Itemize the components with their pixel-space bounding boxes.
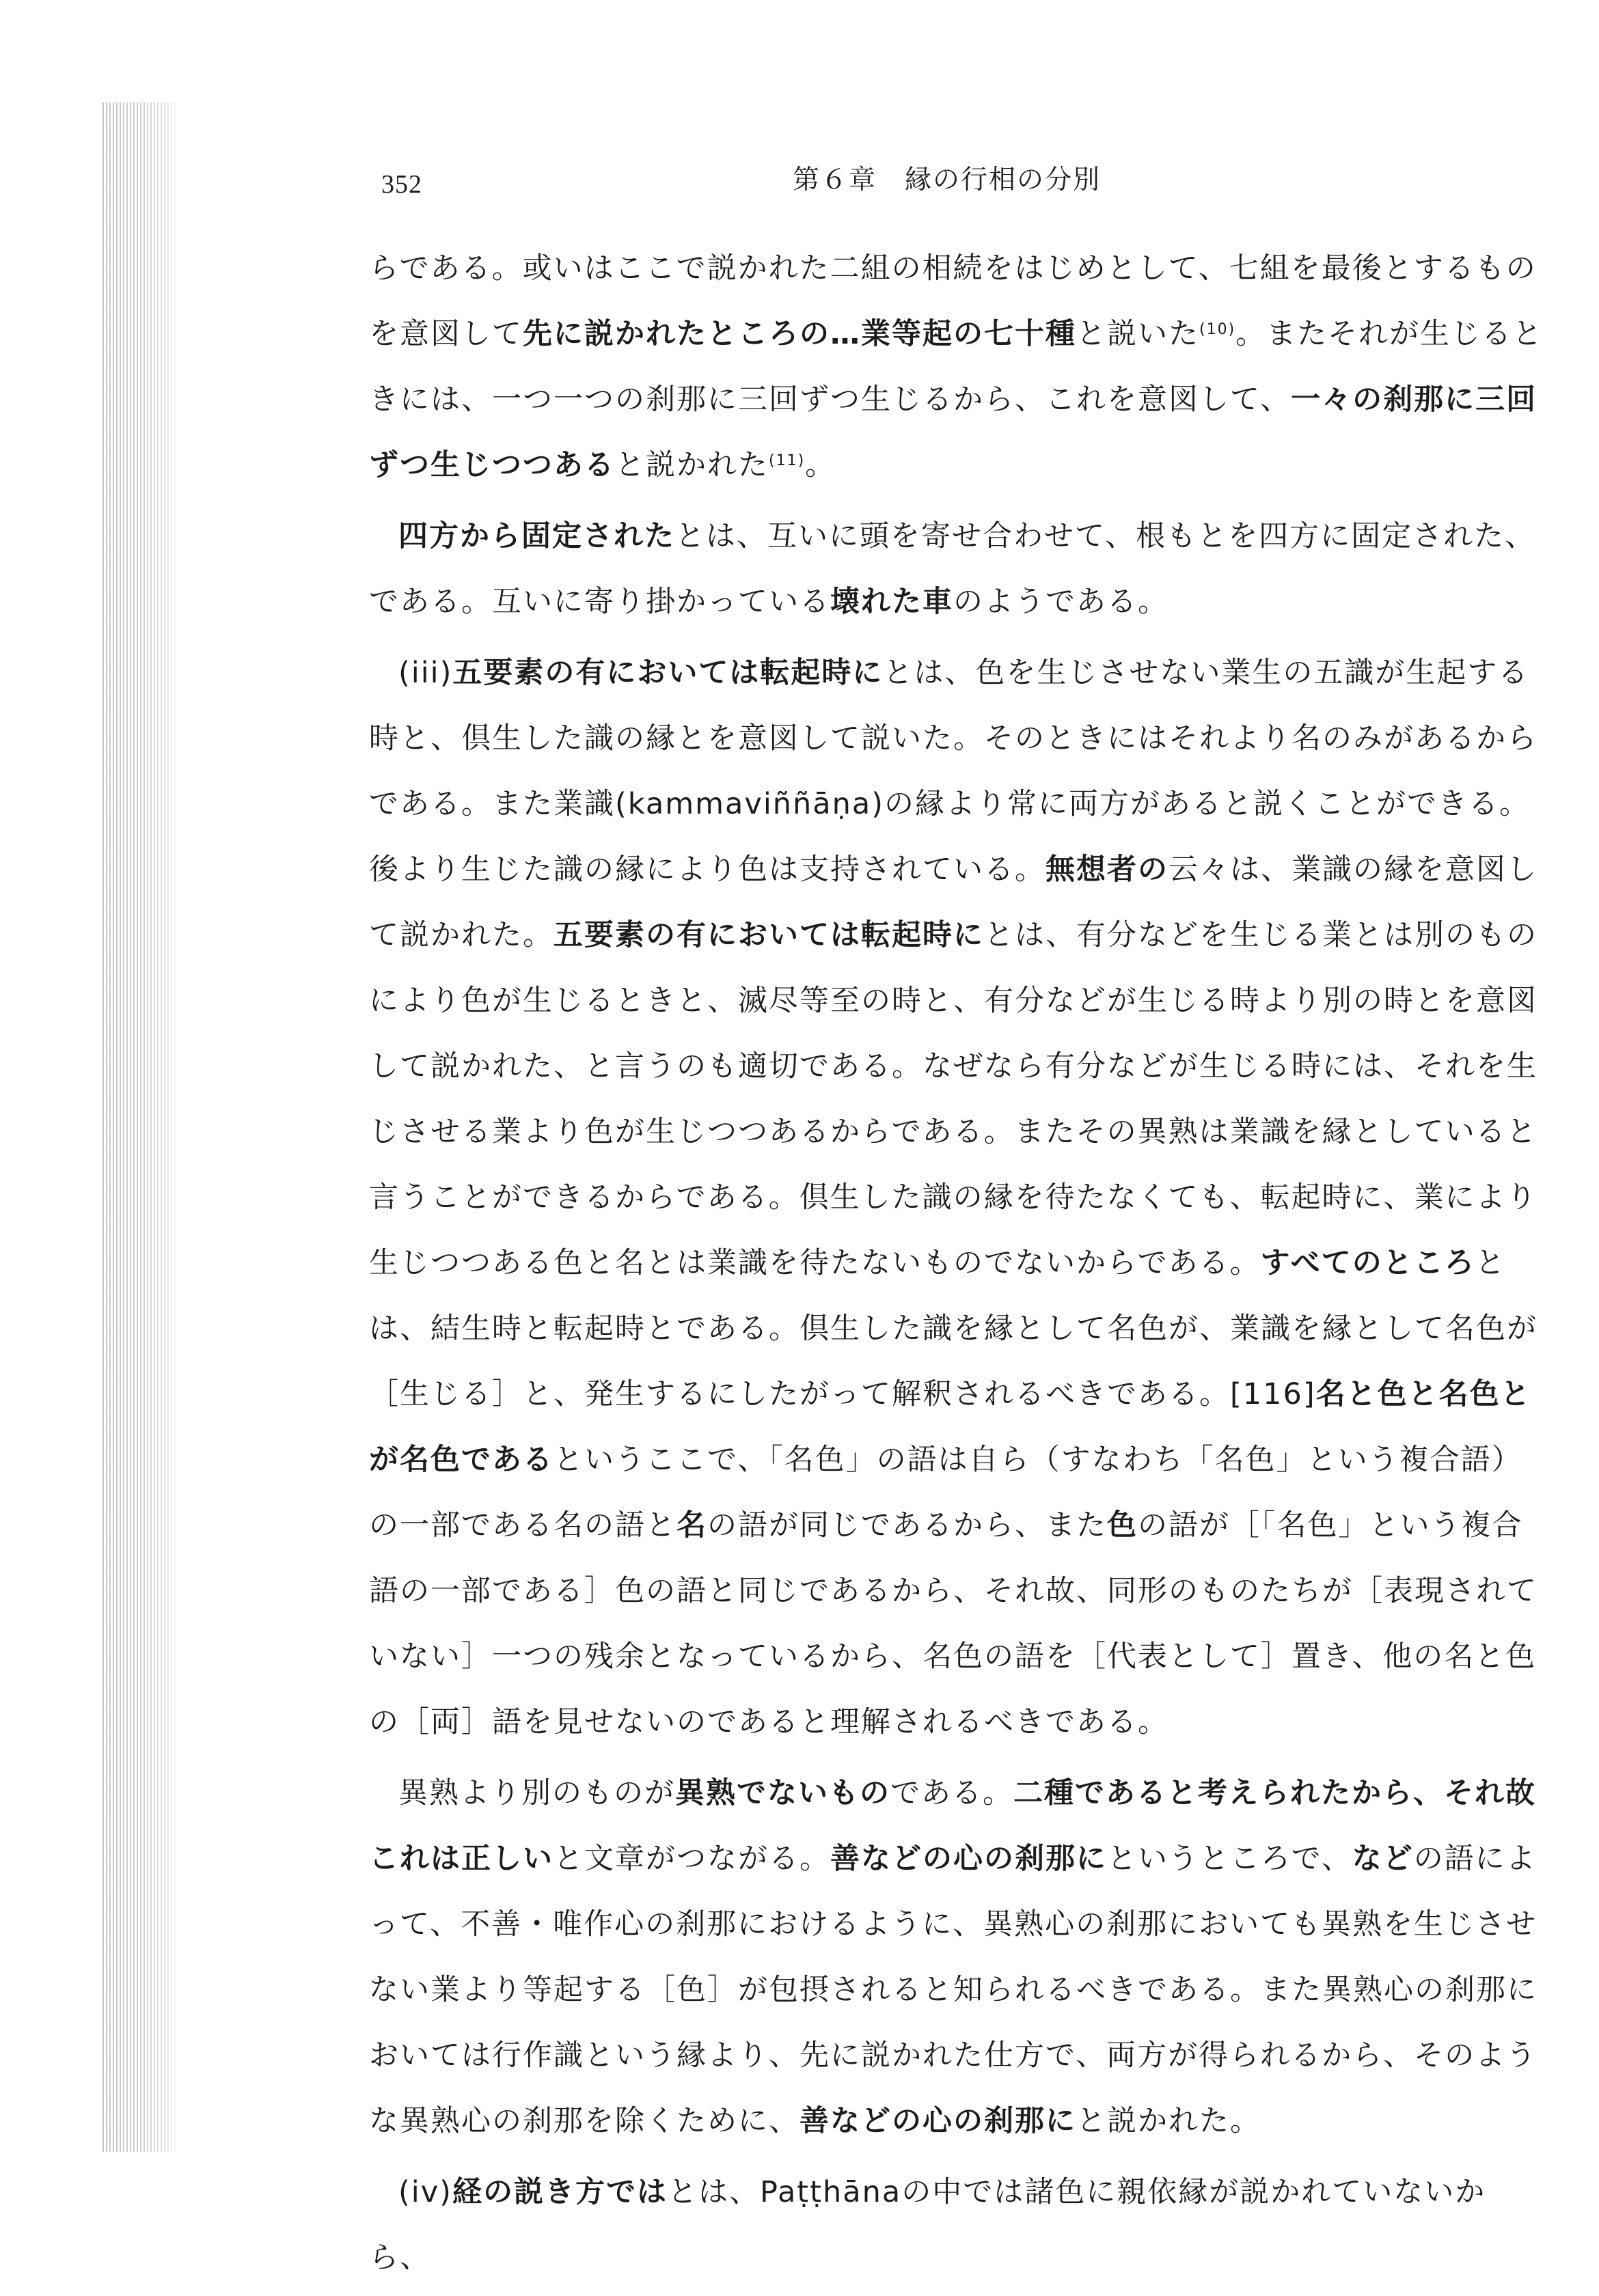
text-run: というところで、: [1107, 1842, 1352, 1876]
text-run: というここで、「名色」の語は自ら（すなわち「名色」という複合語）の一部である名の語と: [369, 1443, 1522, 1543]
text-run: 。またそれが生じるときには、一つ一つの刹那に三回ずつ生じるから、これを意図して、: [369, 317, 1544, 417]
lemma-bold: 一々の刹那に三回ずつ生じつつある: [369, 383, 1538, 482]
text-run: と説かれた。: [1076, 2104, 1261, 2138]
text-run: 異熟より別のものが: [398, 1776, 675, 1810]
paragraph: [369, 1760, 1544, 2154]
text-run: と説いた: [1076, 317, 1199, 351]
text-run: らである。或いはここで説かれた二組の相続をはじめとして、七組を最後とするものを意図して: [369, 251, 1537, 351]
scan-gutter-fade: [102, 102, 178, 2152]
lemma-bold: 経の説き方では: [452, 2175, 668, 2209]
lemma-bold: など: [1352, 1842, 1414, 1876]
text-run: 云々は、業識の縁を意図して説かれた。: [369, 853, 1538, 952]
lemma-bold: 名と色と名色とが名色である: [369, 1377, 1531, 1477]
lemma-bold: 五要素の有においては転起時に: [554, 918, 984, 952]
lemma-bold: 無想者の: [1046, 853, 1168, 887]
text-run: (iii): [398, 656, 453, 690]
lemma-bold: 名: [676, 1508, 707, 1543]
paragraph: [369, 640, 1544, 1755]
text-run: と説かれた: [615, 448, 769, 482]
text-run: である。: [890, 1776, 1013, 1810]
page-number: 352: [381, 170, 422, 199]
text-run: の語が［「名色」という複合語の一部である］色の語と同じであるから、それ故、同形のものたちが［表現されていない］一つの残余となっているから、名色の語を［代表として］置き、他の名と色の［両］語を見せないのであると理解されるべきである。: [369, 1508, 1538, 1739]
lemma-bold: 先に説かれたところの…業等起の七十種: [523, 317, 1076, 351]
paragraph: [369, 236, 1544, 498]
text-run: と文章がつながる。: [554, 1842, 830, 1876]
lemma-bold: 五要素の有においては転起時に: [452, 656, 884, 690]
lemma-bold: 四方から固定された: [398, 519, 675, 553]
paragraph: [369, 2159, 1544, 2291]
text-run: の語によって、不善・唯作心の刹那におけるように、異熟心の刹那においても異熟を生じさせない業より等起する［色］が包摂されると知られるべきである。また異熟心の刹那においては行作識という縁より、先に説かれた仕方で、両方が得られるから、そのような異熟心の刹那を除くために、: [369, 1842, 1538, 2138]
text-run: とは、有分などを生じる業とは別のものにより色が生じるときと、滅尽等至の時と、有分などが生じる時より別の時とを意図して説かれた、と言うのも適切である。なぜなら有分などが生じる時には、それを生じさせる業より色が生じつつあるからである。またその異熟は業識を縁としていると言うことができるからである。倶生した識の縁を待たなくても、転起時に、業により生じつつある色と名とは業識を待たないものでないからである。: [369, 918, 1538, 1280]
lemma-bold: 二種であると考えられたから、それ故これは正しい: [369, 1776, 1536, 1876]
lemma-bold: 善などの心の刹那に: [830, 1842, 1107, 1876]
text-run: とは、Paṭṭhānaの中では諸色に親依縁が説かれていないから、: [369, 2175, 1486, 2275]
text-run: とは、互いに頭を寄せ合わせて、根もとを四方に固定された、である。互いに寄り掛かっている: [369, 519, 1536, 619]
paragraph: [369, 503, 1544, 635]
lemma-bold: 壊れた車: [830, 585, 953, 619]
lemma-bold: 異熟でないもの: [675, 1776, 890, 1810]
text-run: 。: [805, 448, 836, 482]
body-text: [369, 236, 1544, 2296]
text-run: の語が同じであるから、また: [707, 1508, 1107, 1543]
footnote-ref: (11): [769, 452, 806, 469]
running-head: 第６章 縁の行相の分別: [793, 165, 1102, 195]
lemma-bold: すべてのところ: [1260, 1246, 1475, 1280]
footnote-ref: (10): [1199, 321, 1236, 338]
lemma-bold: 色: [1107, 1508, 1138, 1543]
lemma-bold: 善などの心の刹那に: [800, 2104, 1076, 2138]
text-run: とは、結生時と転起時とである。倶生した識を縁として名色が、業識を縁として名色が［生じる］と、発生するにしたがって解釈されるべきである。[116]: [369, 1246, 1538, 1411]
text-run: (iv): [398, 2175, 452, 2209]
text-run: とは、色を生じさせない業生の五識が生起する時と、倶生した識の縁とを意図して説いた。そのときにはそれより名のみがあるからである。また業識(kammaviññāṇa)の縁より常に両方があると説くことができる。後より生じた識の縁により色は支持されている。: [369, 656, 1538, 887]
text-run: のようである。: [953, 585, 1168, 619]
